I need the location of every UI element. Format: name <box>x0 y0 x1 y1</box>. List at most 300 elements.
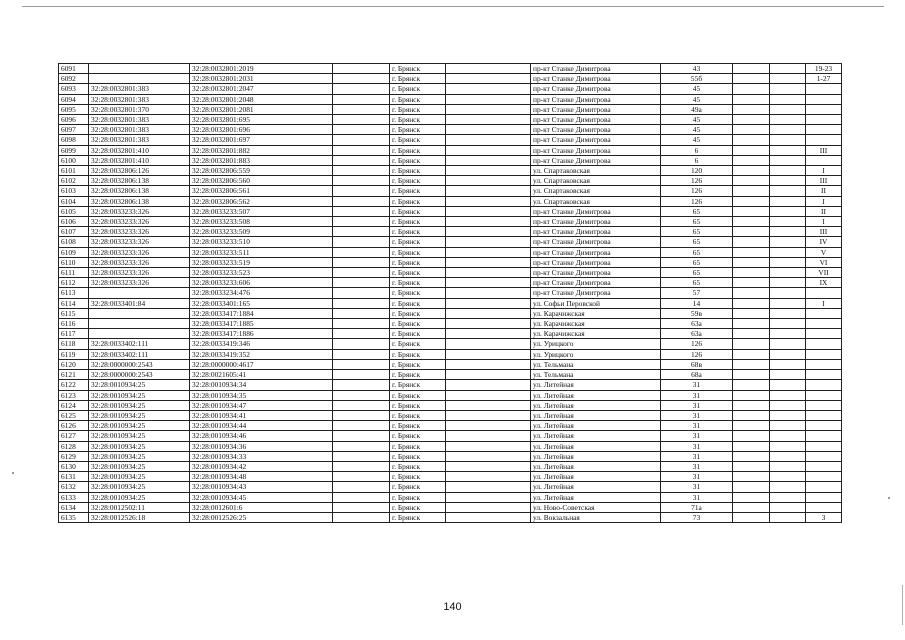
cell-house-number: 65 <box>661 227 733 237</box>
cell-apartment-number: I <box>806 298 842 308</box>
table-row <box>59 380 842 390</box>
cell-blank-col-4 <box>333 268 390 278</box>
cell-blank-col-9 <box>733 145 770 155</box>
cell-blank-col-4 <box>333 155 390 165</box>
cell-apartment-number: I <box>806 217 842 227</box>
cell-blank-col-10 <box>770 482 806 492</box>
cell-row-number: 6101 <box>59 166 89 176</box>
cell-parcel-cadastral-number: 32:28:0032801:383 <box>89 135 190 145</box>
cell-street: ул. Спартаковская <box>531 166 661 176</box>
cell-street: пр-кт Станке Димитрова <box>531 227 661 237</box>
cell-blank-col-4 <box>333 227 390 237</box>
cell-object-cadastral-number: 32:28:0000000:4617 <box>190 359 333 369</box>
cell-city: г. Брянск <box>390 196 446 206</box>
cell-row-number: 6097 <box>59 125 89 135</box>
table-row <box>59 145 842 155</box>
cell-blank-col-6 <box>446 104 531 114</box>
cell-row-number: 6125 <box>59 410 89 420</box>
cell-parcel-cadastral-number: 32:28:0000000:2543 <box>89 370 190 380</box>
cell-blank-col-10 <box>770 74 806 84</box>
cell-blank-col-9 <box>733 329 770 339</box>
scan-speck <box>12 472 14 474</box>
cell-house-number: 63а <box>661 329 733 339</box>
table-row <box>59 115 842 125</box>
cell-blank-col-10 <box>770 247 806 257</box>
cell-city: г. Брянск <box>390 74 446 84</box>
cell-city: г. Брянск <box>390 339 446 349</box>
cell-object-cadastral-number: 32:28:0033401:165 <box>190 298 333 308</box>
cell-blank-col-10 <box>770 288 806 298</box>
cell-row-number: 6111 <box>59 268 89 278</box>
cell-blank-col-9 <box>733 502 770 512</box>
cell-parcel-cadastral-number: 32:28:0032801:410 <box>89 155 190 165</box>
cell-blank-col-9 <box>733 451 770 461</box>
cell-object-cadastral-number: 32:28:0032801:2047 <box>190 84 333 94</box>
cell-apartment-number: 19-23 <box>806 64 842 74</box>
cell-house-number: 65 <box>661 268 733 278</box>
cell-blank-col-6 <box>446 482 531 492</box>
cell-apartment-number: II <box>806 186 842 196</box>
cell-street: пр-кт Станке Димитрова <box>531 247 661 257</box>
table-row <box>59 155 842 165</box>
cell-blank-col-4 <box>333 441 390 451</box>
cell-blank-col-4 <box>333 431 390 441</box>
cell-blank-col-9 <box>733 104 770 114</box>
cell-blank-col-10 <box>770 166 806 176</box>
cell-parcel-cadastral-number: 32:28:0032806:138 <box>89 196 190 206</box>
cell-apartment-number <box>806 400 842 410</box>
cell-blank-col-4 <box>333 217 390 227</box>
cell-blank-col-4 <box>333 74 390 84</box>
cell-city: г. Брянск <box>390 329 446 339</box>
cell-house-number: 120 <box>661 166 733 176</box>
cell-blank-col-4 <box>333 390 390 400</box>
cell-parcel-cadastral-number <box>89 319 190 329</box>
cell-blank-col-10 <box>770 472 806 482</box>
cell-row-number: 6104 <box>59 196 89 206</box>
cell-row-number: 6120 <box>59 359 89 369</box>
cell-parcel-cadastral-number: 32:28:0033233:326 <box>89 206 190 216</box>
cell-parcel-cadastral-number: 32:28:0010934:25 <box>89 441 190 451</box>
cell-blank-col-10 <box>770 227 806 237</box>
cell-parcel-cadastral-number: 32:28:0033233:326 <box>89 237 190 247</box>
cell-blank-col-6 <box>446 512 531 522</box>
table-row <box>59 400 842 410</box>
cell-blank-col-9 <box>733 359 770 369</box>
cell-city: г. Брянск <box>390 370 446 380</box>
cell-parcel-cadastral-number: 32:28:0033233:326 <box>89 217 190 227</box>
cell-city: г. Брянск <box>390 94 446 104</box>
cell-house-number: 55б <box>661 74 733 84</box>
cell-blank-col-4 <box>333 196 390 206</box>
cell-blank-col-10 <box>770 268 806 278</box>
cell-street: ул. Карачижская <box>531 329 661 339</box>
cell-blank-col-10 <box>770 431 806 441</box>
cell-street: пр-кт Станке Димитрова <box>531 278 661 288</box>
cell-object-cadastral-number: 32:28:0010934:47 <box>190 400 333 410</box>
cell-blank-col-10 <box>770 94 806 104</box>
cell-apartment-number <box>806 370 842 380</box>
table-row <box>59 512 842 522</box>
cell-house-number: 45 <box>661 135 733 145</box>
cell-apartment-number <box>806 329 842 339</box>
cell-blank-col-10 <box>770 125 806 135</box>
table-row <box>59 339 842 349</box>
cell-blank-col-9 <box>733 482 770 492</box>
cell-object-cadastral-number: 32:28:0032801:883 <box>190 155 333 165</box>
cell-blank-col-10 <box>770 492 806 502</box>
cell-parcel-cadastral-number <box>89 308 190 318</box>
cell-blank-col-10 <box>770 370 806 380</box>
cell-parcel-cadastral-number: 32:28:0033233:326 <box>89 227 190 237</box>
cell-street: пр-кт Станке Димитрова <box>531 115 661 125</box>
cell-blank-col-6 <box>446 410 531 420</box>
cell-blank-col-6 <box>446 125 531 135</box>
cell-row-number: 6129 <box>59 451 89 461</box>
cell-parcel-cadastral-number: 32:28:0010934:25 <box>89 400 190 410</box>
cell-parcel-cadastral-number: 32:28:0032801:410 <box>89 145 190 155</box>
cell-apartment-number <box>806 390 842 400</box>
cell-blank-col-10 <box>770 298 806 308</box>
cell-blank-col-9 <box>733 472 770 482</box>
cell-blank-col-4 <box>333 472 390 482</box>
cell-city: г. Брянск <box>390 410 446 420</box>
table-row <box>59 84 842 94</box>
cell-row-number: 6118 <box>59 339 89 349</box>
cell-street: ул. Литейная <box>531 441 661 451</box>
table-row <box>59 502 842 512</box>
cell-blank-col-9 <box>733 217 770 227</box>
table-row <box>59 247 842 257</box>
cell-street: пр-кт Станке Димитрова <box>531 288 661 298</box>
cell-blank-col-4 <box>333 166 390 176</box>
table-row <box>59 349 842 359</box>
cell-row-number: 6115 <box>59 308 89 318</box>
cell-parcel-cadastral-number: 32:28:0032806:138 <box>89 186 190 196</box>
cell-object-cadastral-number: 32:28:0032801:2048 <box>190 94 333 104</box>
cell-apartment-number <box>806 308 842 318</box>
cell-street: ул. Литейная <box>531 461 661 471</box>
cell-street: ул. Литейная <box>531 482 661 492</box>
cell-blank-col-10 <box>770 217 806 227</box>
cell-row-number: 6131 <box>59 472 89 482</box>
cell-house-number: 126 <box>661 196 733 206</box>
cell-blank-col-4 <box>333 206 390 216</box>
cell-blank-col-6 <box>446 115 531 125</box>
cell-house-number: 126 <box>661 186 733 196</box>
table-row <box>59 482 842 492</box>
cell-blank-col-10 <box>770 186 806 196</box>
cell-street: ул. Софьи Перовской <box>531 298 661 308</box>
cell-blank-col-6 <box>446 135 531 145</box>
cell-house-number: 45 <box>661 115 733 125</box>
cell-house-number: 68в <box>661 359 733 369</box>
cell-blank-col-9 <box>733 288 770 298</box>
cell-parcel-cadastral-number <box>89 329 190 339</box>
cell-blank-col-4 <box>333 482 390 492</box>
cell-city: г. Брянск <box>390 278 446 288</box>
table-row <box>59 217 842 227</box>
cell-object-cadastral-number: 32:28:0033417:1884 <box>190 308 333 318</box>
cell-blank-col-10 <box>770 64 806 74</box>
cell-city: г. Брянск <box>390 84 446 94</box>
cell-city: г. Брянск <box>390 492 446 502</box>
cell-parcel-cadastral-number: 32:28:0012526:18 <box>89 512 190 522</box>
cell-apartment-number <box>806 339 842 349</box>
cell-object-cadastral-number: 32:28:0033417:1886 <box>190 329 333 339</box>
cell-city: г. Брянск <box>390 104 446 114</box>
cell-house-number: 49а <box>661 104 733 114</box>
cell-blank-col-9 <box>733 349 770 359</box>
cell-blank-col-10 <box>770 206 806 216</box>
cell-blank-col-10 <box>770 84 806 94</box>
cell-city: г. Брянск <box>390 472 446 482</box>
cell-blank-col-10 <box>770 135 806 145</box>
cell-city: г. Брянск <box>390 421 446 431</box>
cell-object-cadastral-number: 32:28:0012601:6 <box>190 502 333 512</box>
cell-house-number: 65 <box>661 237 733 247</box>
cell-blank-col-6 <box>446 288 531 298</box>
table-row <box>59 64 842 74</box>
cell-blank-col-4 <box>333 308 390 318</box>
cell-street: ул. Литейная <box>531 431 661 441</box>
cell-object-cadastral-number: 32:28:0010934:41 <box>190 410 333 420</box>
cell-apartment-number <box>806 421 842 431</box>
cell-apartment-number <box>806 288 842 298</box>
cell-street: ул. Карачижская <box>531 319 661 329</box>
cell-house-number: 57 <box>661 288 733 298</box>
cell-city: г. Брянск <box>390 400 446 410</box>
cell-city: г. Брянск <box>390 217 446 227</box>
cell-blank-col-10 <box>770 339 806 349</box>
cell-apartment-number: V <box>806 247 842 257</box>
cell-row-number: 6096 <box>59 115 89 125</box>
cell-blank-col-10 <box>770 349 806 359</box>
cell-parcel-cadastral-number: 32:28:0010934:25 <box>89 390 190 400</box>
cell-blank-col-9 <box>733 298 770 308</box>
cell-blank-col-6 <box>446 370 531 380</box>
cell-row-number: 6114 <box>59 298 89 308</box>
cell-object-cadastral-number: 32:28:0033233:511 <box>190 247 333 257</box>
cell-apartment-number: IX <box>806 278 842 288</box>
cell-apartment-number: IV <box>806 237 842 247</box>
cell-city: г. Брянск <box>390 512 446 522</box>
cell-blank-col-9 <box>733 319 770 329</box>
cell-apartment-number <box>806 461 842 471</box>
table-row <box>59 441 842 451</box>
cell-house-number: 65 <box>661 257 733 267</box>
register-table <box>58 63 842 523</box>
cell-apartment-number: III <box>806 176 842 186</box>
table-row <box>59 94 842 104</box>
cell-apartment-number <box>806 441 842 451</box>
cell-parcel-cadastral-number: 32:28:0032801:370 <box>89 104 190 114</box>
cell-object-cadastral-number: 32:28:0033233:519 <box>190 257 333 267</box>
cell-row-number: 6100 <box>59 155 89 165</box>
scan-speck <box>888 497 890 499</box>
cell-city: г. Брянск <box>390 308 446 318</box>
cell-object-cadastral-number: 32:28:0012526:25 <box>190 512 333 522</box>
cell-house-number: 31 <box>661 472 733 482</box>
cell-row-number: 6117 <box>59 329 89 339</box>
cell-object-cadastral-number: 32:28:0033233:510 <box>190 237 333 247</box>
cell-blank-col-9 <box>733 176 770 186</box>
cell-apartment-number <box>806 94 842 104</box>
table-row <box>59 227 842 237</box>
table-row <box>59 298 842 308</box>
cell-blank-col-10 <box>770 512 806 522</box>
cell-city: г. Брянск <box>390 135 446 145</box>
cell-blank-col-9 <box>733 410 770 420</box>
cell-object-cadastral-number: 32:28:0032801:2081 <box>190 104 333 114</box>
cell-street: ул. Литейная <box>531 492 661 502</box>
table-row <box>59 268 842 278</box>
cell-street: ул. Спартаковская <box>531 196 661 206</box>
cell-parcel-cadastral-number: 32:28:0010934:25 <box>89 482 190 492</box>
cell-blank-col-9 <box>733 339 770 349</box>
cell-blank-col-10 <box>770 319 806 329</box>
cell-row-number: 6091 <box>59 64 89 74</box>
cell-street: ул. Урицкого <box>531 349 661 359</box>
cell-blank-col-4 <box>333 237 390 247</box>
cell-blank-col-6 <box>446 176 531 186</box>
page-top-rule <box>22 6 884 7</box>
cell-blank-col-6 <box>446 502 531 512</box>
cell-house-number: 31 <box>661 461 733 471</box>
cell-parcel-cadastral-number: 32:28:0033402:111 <box>89 339 190 349</box>
cell-row-number: 6123 <box>59 390 89 400</box>
cell-city: г. Брянск <box>390 247 446 257</box>
table-row <box>59 74 842 84</box>
cell-city: г. Брянск <box>390 125 446 135</box>
cell-city: г. Брянск <box>390 186 446 196</box>
cell-house-number: 31 <box>661 451 733 461</box>
cell-parcel-cadastral-number: 32:28:0010934:25 <box>89 431 190 441</box>
cell-house-number: 31 <box>661 421 733 431</box>
cell-parcel-cadastral-number: 32:28:0010934:25 <box>89 380 190 390</box>
cell-street: ул. Литейная <box>531 400 661 410</box>
cell-street: ул. Литейная <box>531 390 661 400</box>
table-row <box>59 390 842 400</box>
cell-blank-col-9 <box>733 257 770 267</box>
cell-object-cadastral-number: 32:28:0010934:33 <box>190 451 333 461</box>
cell-blank-col-10 <box>770 461 806 471</box>
cell-blank-col-6 <box>446 268 531 278</box>
cell-parcel-cadastral-number: 32:28:0010934:25 <box>89 492 190 502</box>
table-row <box>59 206 842 216</box>
cell-blank-col-4 <box>333 298 390 308</box>
cell-blank-col-4 <box>333 451 390 461</box>
cell-house-number: 31 <box>661 380 733 390</box>
cell-blank-col-10 <box>770 155 806 165</box>
cell-object-cadastral-number: 32:28:0021605:41 <box>190 370 333 380</box>
cell-house-number: 43 <box>661 64 733 74</box>
cell-blank-col-6 <box>446 247 531 257</box>
cell-row-number: 6110 <box>59 257 89 267</box>
cell-blank-col-9 <box>733 237 770 247</box>
cell-row-number: 6108 <box>59 237 89 247</box>
table-row <box>59 308 842 318</box>
cell-house-number: 31 <box>661 410 733 420</box>
cell-house-number: 45 <box>661 94 733 104</box>
cell-parcel-cadastral-number: 32:28:0032801:383 <box>89 125 190 135</box>
cell-parcel-cadastral-number: 32:28:0033233:326 <box>89 247 190 257</box>
cell-blank-col-9 <box>733 380 770 390</box>
cell-blank-col-9 <box>733 268 770 278</box>
cell-blank-col-4 <box>333 370 390 380</box>
cell-blank-col-4 <box>333 339 390 349</box>
cell-row-number: 6102 <box>59 176 89 186</box>
cell-blank-col-9 <box>733 125 770 135</box>
cell-apartment-number <box>806 115 842 125</box>
cell-row-number: 6122 <box>59 380 89 390</box>
cell-street: ул. Литейная <box>531 380 661 390</box>
cell-parcel-cadastral-number: 32:28:0032801:383 <box>89 115 190 125</box>
cell-object-cadastral-number: 32:28:0010934:45 <box>190 492 333 502</box>
cell-object-cadastral-number: 32:28:0010934:35 <box>190 390 333 400</box>
cell-row-number: 6126 <box>59 421 89 431</box>
cell-blank-col-6 <box>446 421 531 431</box>
cell-row-number: 6119 <box>59 349 89 359</box>
cell-row-number: 6103 <box>59 186 89 196</box>
cell-parcel-cadastral-number <box>89 288 190 298</box>
cell-blank-col-4 <box>333 421 390 431</box>
cell-blank-col-10 <box>770 451 806 461</box>
cell-city: г. Брянск <box>390 380 446 390</box>
cell-blank-col-6 <box>446 84 531 94</box>
cell-row-number: 6135 <box>59 512 89 522</box>
cell-house-number: 59в <box>661 308 733 318</box>
cell-blank-col-4 <box>333 94 390 104</box>
cell-row-number: 6116 <box>59 319 89 329</box>
cell-blank-col-4 <box>333 349 390 359</box>
cell-parcel-cadastral-number: 32:28:0032801:383 <box>89 84 190 94</box>
cell-blank-col-4 <box>333 135 390 145</box>
cell-blank-col-4 <box>333 145 390 155</box>
cell-street: ул. Тельмана <box>531 359 661 369</box>
cell-street: ул. Карачижская <box>531 308 661 318</box>
table-row <box>59 237 842 247</box>
cell-blank-col-4 <box>333 319 390 329</box>
cell-parcel-cadastral-number: 32:28:0032806:138 <box>89 176 190 186</box>
cell-city: г. Брянск <box>390 349 446 359</box>
cell-object-cadastral-number: 32:28:0010934:43 <box>190 482 333 492</box>
cell-house-number: 31 <box>661 482 733 492</box>
cell-parcel-cadastral-number: 32:28:0000000:2543 <box>89 359 190 369</box>
cell-house-number: 31 <box>661 492 733 502</box>
cell-parcel-cadastral-number: 32:28:0010934:25 <box>89 410 190 420</box>
cell-blank-col-10 <box>770 257 806 267</box>
cell-city: г. Брянск <box>390 482 446 492</box>
cell-row-number: 6124 <box>59 400 89 410</box>
cell-blank-col-6 <box>446 431 531 441</box>
register-table-body <box>59 64 842 523</box>
cell-blank-col-10 <box>770 308 806 318</box>
cell-blank-col-6 <box>446 155 531 165</box>
table-row <box>59 166 842 176</box>
cell-blank-col-6 <box>446 94 531 104</box>
cell-row-number: 6106 <box>59 217 89 227</box>
cell-apartment-number <box>806 431 842 441</box>
cell-blank-col-4 <box>333 400 390 410</box>
table-row <box>59 319 842 329</box>
cell-blank-col-4 <box>333 288 390 298</box>
cell-blank-col-4 <box>333 247 390 257</box>
cell-parcel-cadastral-number: 32:28:0012502:11 <box>89 502 190 512</box>
cell-apartment-number <box>806 380 842 390</box>
cell-parcel-cadastral-number: 32:28:0033233:326 <box>89 268 190 278</box>
cell-blank-col-6 <box>446 380 531 390</box>
